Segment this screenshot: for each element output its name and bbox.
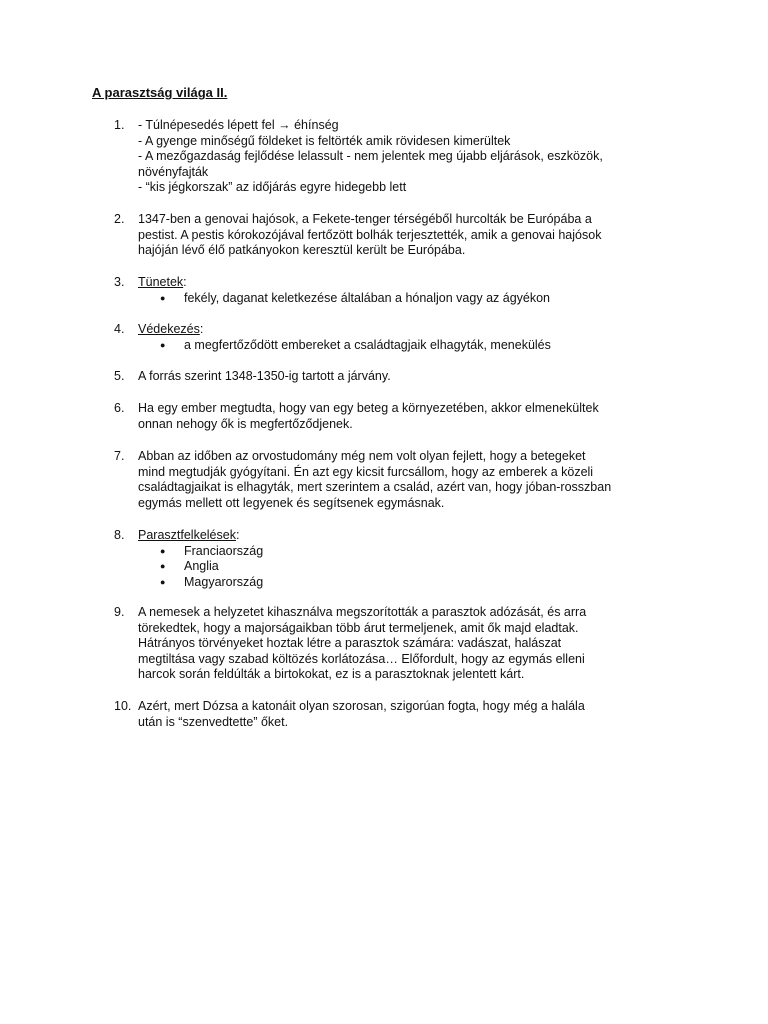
bullet-text: a megfertőződött embereket a családtagjaik elhagyták, menekülés [184,337,551,352]
item-line: Hátrányos törvényeket hoztak létre a parasztok számára: vadászat, halászat [138,636,562,651]
item-body [138,322,683,353]
item-line: - “kis jégkorszak” az időjárás egyre hidegebb lett [138,180,407,195]
bullet-icon: ● [160,561,166,572]
item-number: 2. [114,212,125,226]
item-body [138,212,683,259]
item-line: harcok során feldúlták a birtokokat, ez is a parasztoknak jelentett kárt. [138,667,525,682]
item-number: 1. [114,118,125,132]
item-number: 5. [114,369,125,383]
item-body [138,275,683,306]
item-heading: Parasztfelkelések [138,528,236,542]
item-heading: Védekezés [138,322,200,336]
bullet-icon: ● [160,292,166,303]
bullet-item [138,291,683,307]
item-body [138,401,683,432]
item-body [138,369,683,385]
item-line: pestist. A pestis kórokozójával fertőzött bolhák terjesztették, amik a genovai hajósok [138,227,602,242]
item-number: 6. [114,401,125,415]
item-line: 1347-ben a genovai hajósok, a Fekete-tenger térségéből hurcolták be Európába a [138,212,592,226]
heading-colon: : [235,528,240,542]
item-number: 9. [114,605,125,619]
heading-colon: : [183,275,187,289]
item-line: egymás mellett ott legyenek és segítsenek egymásnak. [138,495,445,510]
item-heading-line [138,528,683,544]
item-line: Ha egy ember megtudta, hogy van egy beteg a környezetében, akkor elmenekültek [138,401,599,415]
bullet-text: Anglia [184,559,219,574]
item-line: A nemesek a helyzetet kihasználva megszorították a parasztok adózását, és arra [138,605,587,619]
bullet-item [138,559,683,575]
bullet-text: Magyarország [184,574,264,589]
document-title: A parasztság világa II. [92,85,228,100]
bullet-icon: ● [160,339,166,350]
item-heading: Tünetek [138,275,184,289]
heading-colon: : [199,322,204,336]
item-number: 3. [114,275,125,289]
item-number: 4. [114,322,125,336]
bullet-text: fekély, daganat keletkezése általában a hónaljon vagy az ágyékon [184,290,550,305]
item-line: törekedtek, hogy a majorságaikban több árut termeljenek, amit ők majd eladtak. [138,620,579,635]
bullet-item [138,544,683,560]
item-line: hajóján lévő élő patkányokon keresztül került be Európába. [138,243,466,258]
item-line: után is “szenvedtette” őket. [138,714,289,729]
item-line: A forrás szerint 1348-1350-ig tartott a járvány. [138,369,391,383]
item-line: növényfajták [138,164,209,179]
item-body [138,699,683,730]
item-line: - Túlnépesedés lépett fel → éhínség [138,118,339,132]
item-line: mind megtudják gyógyítani. Én azt egy kicsit furcsállom, hogy az emberek a közeli [138,464,594,479]
bullet-text: Franciaország [184,543,264,558]
item-line: - A mezőgazdaság fejlődése lelassult - nem jelentek meg újabb eljárások, eszközök, [138,149,603,164]
item-body [138,528,683,590]
item-line: - A gyenge minőségű földeket is feltörték amik rövidesen kimerültek [138,133,511,148]
item-line: Azért, mert Dózsa a katonáit olyan szorosan, szigorúan fogta, hogy még a halála [138,699,585,713]
item-number: 10. [114,699,132,713]
item-body [138,449,683,511]
bullet-item [138,338,683,354]
item-line: Abban az időben az orvostudomány még nem volt olyan fejlett, hogy a betegeket [138,449,586,463]
item-number: 8. [114,528,125,542]
item-line: onnan nehogy ők is megfertőződjenek. [138,416,353,431]
bullet-icon: ● [160,545,166,556]
item-body [138,118,683,196]
item-line: megtiltása vagy szabad költözés korlátozása… Előfordult, hogy az egymás elleni [138,651,585,666]
bullet-icon: ● [160,576,166,587]
bullet-item [138,575,683,591]
item-body [138,605,683,683]
item-heading-line [138,275,683,291]
item-number: 7. [114,449,125,463]
item-line: családtagjaikat is elhagyták, mert szerintem a család, azért van, hogy jóban-rosszban [138,480,612,495]
item-heading-line [138,322,683,338]
